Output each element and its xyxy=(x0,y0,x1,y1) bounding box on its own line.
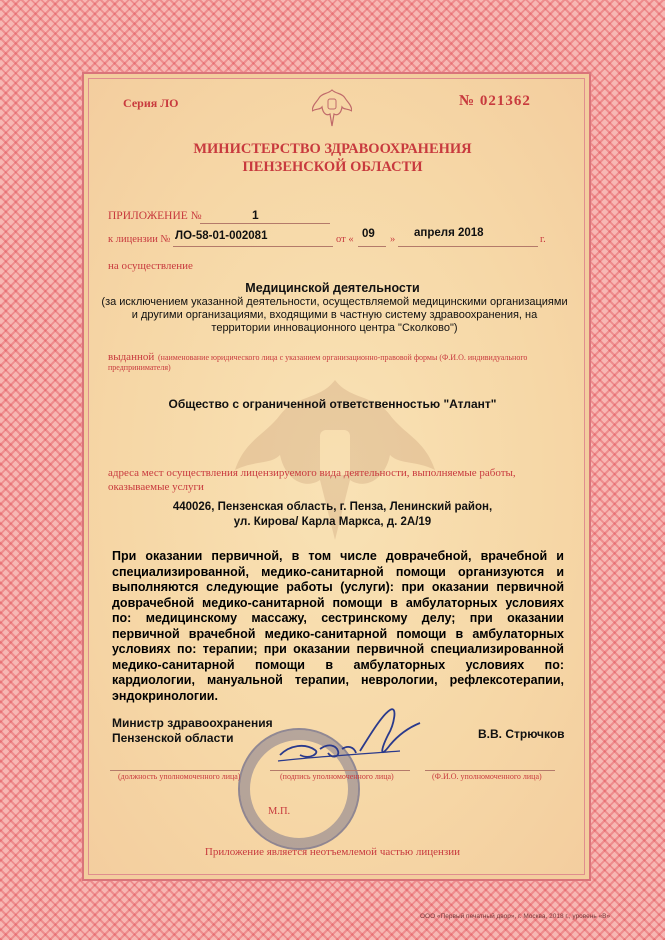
addresses-label-line-1: адреса мест осуществления лицензируемого вида деятельности, выполняемые работы, xyxy=(108,467,516,479)
date-month-year: апреля 2018 xyxy=(414,227,484,239)
series-label: Серия ЛО xyxy=(123,96,179,110)
issued-label: выданной xyxy=(108,351,155,363)
ministry-title-line-1: МИНИСТЕРСТВО ЗДРАВООХРАНЕНИЯ xyxy=(193,141,472,157)
organization-name: Общество с ограниченной ответственностью "Атлант" xyxy=(168,397,497,411)
signer-position-line-2: Пензенской области xyxy=(112,731,234,745)
name-underline xyxy=(425,770,555,771)
date-from-label: от « xyxy=(336,234,354,245)
footer-note: Приложение является неотъемлемой частью лицензии xyxy=(204,846,461,858)
date-day-line xyxy=(358,246,386,247)
caption-name: (Ф.И.О. уполномоченного лица) xyxy=(432,772,542,781)
caption-position: (должность уполномоченного лица) xyxy=(118,772,241,781)
address-line-1: 440026, Пензенская область, г. Пенза, Ленинский район, xyxy=(172,501,493,513)
addresses-label-line-2: оказываемые услуги xyxy=(108,481,204,493)
date-day: 09 xyxy=(362,228,375,240)
date-suffix: г. xyxy=(540,234,546,245)
caption-signature: (подпись уполномоченного лица) xyxy=(280,772,394,781)
services-description: При оказании первичной, в том числе доврачебной, врачебной и специализированной, медико-санитарной помощи организуются и выполняются следующие работы (услуги): при оказании первичной доврачебной медико-санитарной помощи в амбулаторных условиях по: медицинскому массажу, сестринскому делу; при оказании первичной врачебной медико-санитарной помощи в амбулаторных условиях по: терапии; при оказании первичной специализированной медико-санитарной помощи в амбулаторных условиях по: кардиологии, мануальной терапии, неврологии, рефлексотерапии, эндокринологии. xyxy=(112,549,564,703)
appendix-number: 1 xyxy=(252,208,259,222)
date-close-quote: » xyxy=(390,234,396,245)
appendix-number-line xyxy=(200,223,330,224)
license-number: ЛО-58-01-002081 xyxy=(175,230,268,242)
position-underline xyxy=(110,770,240,771)
address-line-2: ул. Кирова/ Карла Маркса, д. 2А/19 xyxy=(233,516,432,528)
printer-note: ООО «Первый печатный двор», г. Москва, 2018 г., уровень «В» xyxy=(420,913,611,920)
activity-title: Медицинской деятельности xyxy=(245,281,420,295)
seal-label: М.П. xyxy=(268,806,291,817)
issued-hint-line-2: предпринимателя) xyxy=(108,363,171,372)
activity-note-line-1: (за исключением указанной деятельности, осуществляемой медицинскими организациями xyxy=(101,296,568,308)
double-headed-eagle-watermark-icon xyxy=(225,360,445,560)
signature-underline xyxy=(270,770,410,771)
activity-note-line-2: и другими организациями, входящими в частную систему здравоохранения, на xyxy=(131,309,538,321)
signer-name: В.В. Стрючков xyxy=(478,727,565,741)
issued-hint: (наименование юридического лица с указанием организационно-правовой формы (Ф.И.О. индивидуального xyxy=(158,353,528,362)
date-month-line xyxy=(398,246,538,247)
signer-position-line-1: Министр здравоохранения xyxy=(112,716,273,730)
document-number: № 021362 xyxy=(459,93,531,109)
handwritten-signature xyxy=(270,705,440,770)
coat-of-arms-icon xyxy=(312,86,352,128)
ministry-title-line-2: ПЕНЗЕНСКОЙ ОБЛАСТИ xyxy=(242,159,423,175)
purpose-label: на осуществление xyxy=(108,260,193,272)
license-prefix: к лицензии № xyxy=(108,234,171,245)
activity-note-line-3: территории инновационного центра "Сколково") xyxy=(211,322,458,334)
appendix-label: ПРИЛОЖЕНИЕ № xyxy=(108,210,202,222)
license-number-line xyxy=(173,246,333,247)
